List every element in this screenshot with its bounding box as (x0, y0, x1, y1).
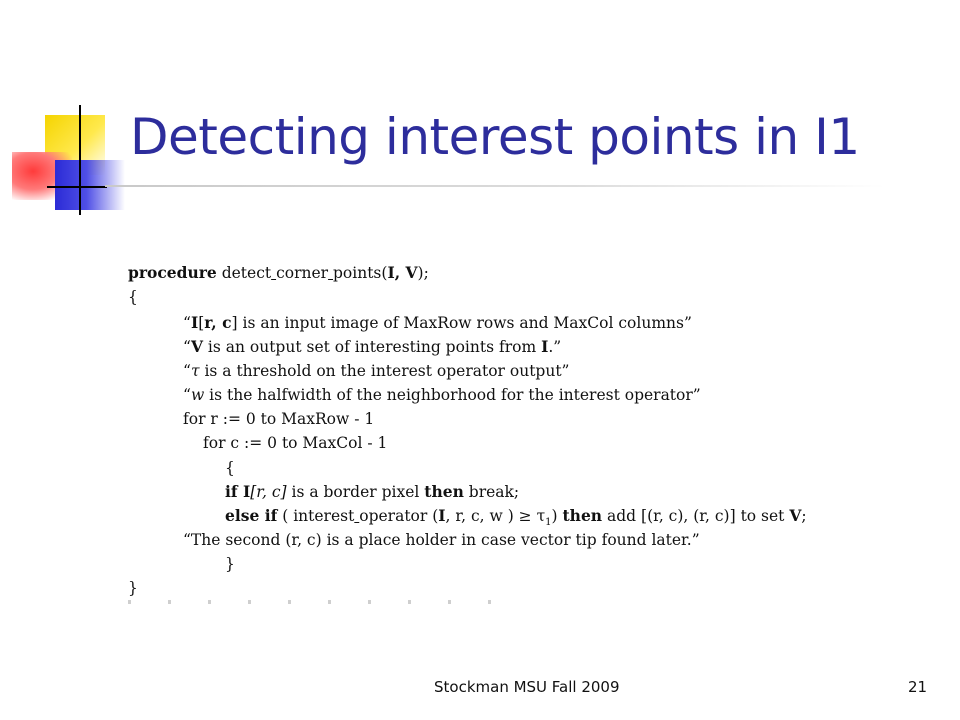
title-underline (105, 185, 885, 187)
horizontal-line-shape (47, 186, 107, 188)
slide-title: Detecting interest points in I1 (130, 108, 860, 166)
code-line-for-c: for c := 0 to MaxCol - 1 (203, 434, 388, 452)
code-comment-threshold: “τ is a threshold on the interest operator output” (183, 362, 570, 380)
footer-text: Stockman MSU Fall 2009 (434, 678, 620, 696)
code-line-close-brace: } (128, 579, 138, 597)
code-comment-halfwidth: “w is the halfwidth of the neighborhood for the interest operator” (183, 386, 701, 404)
code-line-open-brace: { (128, 288, 138, 306)
code-comment-image: “I[r, c] is an input image of MaxRow rows and MaxCol columns” (183, 313, 692, 332)
vertical-line-shape (79, 105, 81, 215)
keyword-procedure: procedure (128, 263, 217, 282)
code-text: ); (417, 264, 429, 282)
code-text: detect (216, 264, 272, 282)
code-line-for-r: for r := 0 to MaxRow - 1 (183, 410, 375, 428)
code-text: points( (333, 264, 388, 282)
code-line-else-if: else if ( interest operator (I, r, c, w ) ≥ $\tau_1$) then add [(r, c), (r, c)] to set V; (225, 506, 807, 529)
page-number: 21 (908, 678, 928, 696)
code-comment-output: “V is an output set of interesting points from I.” (183, 337, 562, 356)
code-line-procedure (128, 262, 429, 284)
code-text: corner (276, 264, 329, 282)
code-line-inner-open-brace: { (225, 459, 235, 477)
code-args: I, V (387, 263, 418, 282)
code-line-if-border: if I[r, c] is a border pixel then break; (225, 482, 520, 501)
decorative-logo-blocks (0, 100, 140, 220)
code-comment-placeholder: “The second (r, c) is a place holder in case vector tip found later.” (183, 531, 700, 549)
code-line-inner-close-brace: } (225, 555, 235, 573)
faint-cropped-text-remnant (128, 600, 528, 604)
